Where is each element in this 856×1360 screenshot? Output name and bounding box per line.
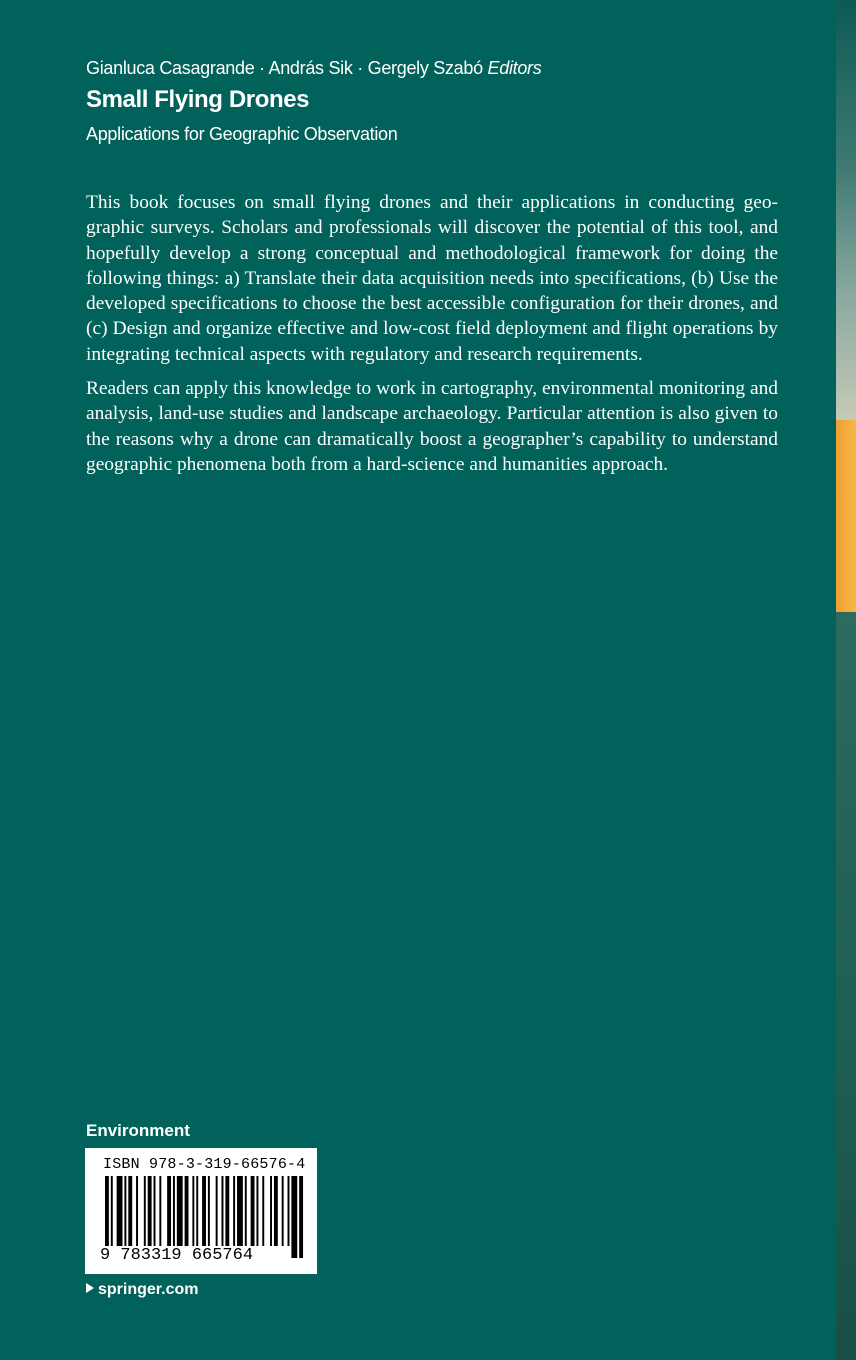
barcode-bar xyxy=(196,1176,198,1246)
description-paragraph-1: This book focuses on small flying drones and their applications in conducting geo-graphic surveys. Scholars and professionals will discover the potential of this tool, and hopefully develop a strong conceptual and methodological framework for doing the following things: a) Translate their data acquisition needs into specifications, (b) Use the developed specifications to choose the best accessible configuration for their drones, and (c) Design and organize effective and low-cost field deployment and flight operations by integrating technical aspects with regulatory and research requirements. xyxy=(86,192,778,365)
barcode-bar xyxy=(225,1176,229,1246)
barcode-bar xyxy=(262,1176,264,1246)
book-editors xyxy=(86,58,541,79)
barcode-bar xyxy=(222,1176,224,1246)
spine-accent-bar xyxy=(836,420,856,612)
isbn-number: ISBN 978-3-319-66576-4 xyxy=(103,1156,306,1173)
spine-photo-strip xyxy=(836,0,856,420)
barcode-bar xyxy=(270,1176,272,1246)
book-title: Small Flying Drones xyxy=(86,86,310,113)
barcode-bar xyxy=(117,1176,123,1246)
barcode-bar xyxy=(288,1176,290,1246)
barcode-bar xyxy=(274,1176,278,1246)
barcode-bar xyxy=(136,1176,138,1246)
barcode-bar xyxy=(124,1176,126,1246)
barcode-bar xyxy=(144,1176,146,1246)
editors-label: Editors xyxy=(487,58,542,78)
isbn-barcode xyxy=(85,1148,317,1274)
editor-names: Gianluca Casagrande · András Sik · Gergely Szabó xyxy=(86,58,483,78)
barcode-bar xyxy=(251,1176,255,1246)
barcode-bar xyxy=(233,1176,235,1246)
barcode-bar xyxy=(148,1176,152,1246)
book-description xyxy=(86,190,778,486)
website-label: springer.com xyxy=(98,1281,199,1298)
barcode-bar xyxy=(216,1176,218,1246)
spine-lower-strip xyxy=(836,612,856,1360)
barcode-bar xyxy=(237,1176,243,1246)
book-subtitle: Applications for Geographic Observation xyxy=(86,124,398,144)
barcode-bar xyxy=(173,1176,175,1246)
barcode-digits xyxy=(99,1246,309,1265)
barcode-digits-text: 9 783319 665764 xyxy=(100,1246,254,1265)
description-paragraph-2: Readers can apply this knowledge to work in cartography, environmental monitoring and analysis, land-use studies and landscape archaeology. Particular attention is also given to the reasons why a drone can dramatically boost a geographer’s capability to understand geographic phenomena both from a hard-science and humanities approach. xyxy=(86,378,778,475)
barcode-bar xyxy=(159,1176,161,1246)
arrow-right-icon xyxy=(86,1283,94,1293)
barcode-bar xyxy=(192,1176,194,1246)
barcode-bar xyxy=(167,1176,171,1246)
barcode-bar xyxy=(128,1176,132,1246)
barcode-bar xyxy=(256,1176,258,1246)
barcode-bar xyxy=(282,1176,284,1246)
barcode-bar xyxy=(177,1176,183,1246)
barcode-bar xyxy=(154,1176,156,1246)
barcode-bar xyxy=(245,1176,247,1246)
subject-category: Environment xyxy=(86,1121,190,1140)
barcode-bar xyxy=(185,1176,189,1246)
publisher-website[interactable] xyxy=(86,1281,198,1299)
